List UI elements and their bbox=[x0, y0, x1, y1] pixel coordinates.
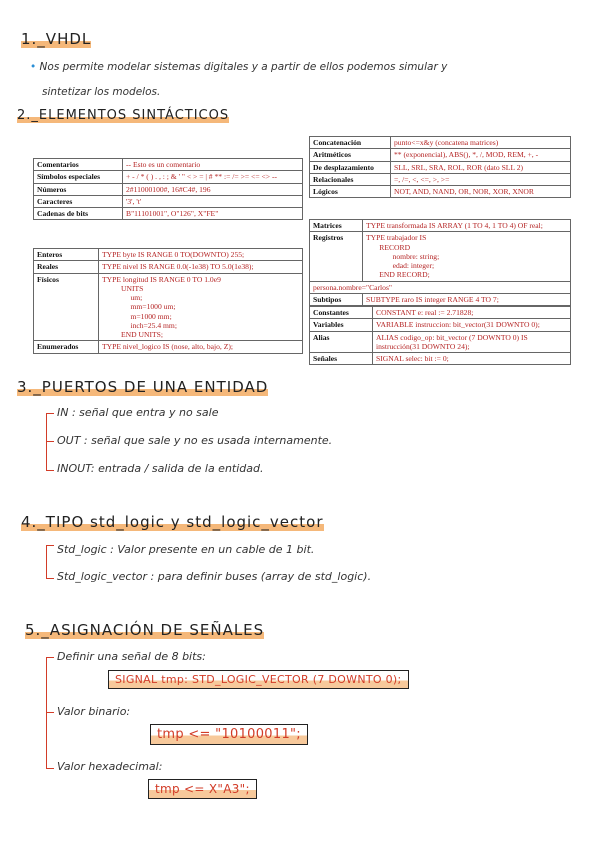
table-row: Cadenas de bits B"11101001", O"126", X"FE" bbox=[34, 208, 303, 220]
bracket-tick bbox=[46, 441, 54, 442]
table-row: Lógicos NOT, AND, NAND, OR, NOR, XOR, XNOR bbox=[310, 186, 571, 198]
table-row: Físicos TYPE longitud IS RANGE 0 TO 1.0e9 UNITS um; mm=1000 um; m=1000 mm; inch=25.4 mm; END UNITS; bbox=[34, 273, 303, 341]
define-signal-code: SIGNAL tmp: STD_LOGIC_VECTOR (7 DOWNTO 0); bbox=[108, 670, 409, 689]
port-out-item: OUT : señal que sale y no es usada internamente. bbox=[57, 434, 333, 447]
std-logic-item: Std_logic : Valor presente en un cable de 1 bit. bbox=[57, 543, 315, 556]
section-1-bullet-continuation: sintetizar los modelos. bbox=[42, 86, 161, 98]
bracket-tick bbox=[46, 768, 54, 769]
table-row: Relacionales =, /=, <, <=, >, >= bbox=[310, 173, 571, 185]
table-row: Señales SIGNAL selec: bit := 0; bbox=[310, 353, 571, 365]
lexical-elements-table bbox=[33, 158, 303, 220]
table-row: Enumerados TYPE nivel_logico IS (nose, alto, bajo, Z); bbox=[34, 341, 303, 353]
bracket-tick bbox=[46, 545, 54, 546]
table-row: De desplazamiento SLL, SRL, SRA, ROL, ROR (dato SLL 2) bbox=[310, 161, 571, 173]
binary-value-code: tmp <= "10100011"; bbox=[150, 724, 308, 745]
bracket-tick bbox=[46, 578, 54, 579]
section-5-heading: 5._ASIGNACIÓN DE SEÑALES bbox=[25, 621, 265, 639]
define-signal-label: Definir una señal de 8 bits: bbox=[57, 650, 206, 663]
scalar-types-table bbox=[33, 248, 303, 354]
table-row: Alias ALIAS codigo_op: bit_vector (7 DOWNTO 0) IS instrucción(31 DOWNTO 24); bbox=[310, 331, 571, 353]
section-3-bracket bbox=[46, 413, 47, 471]
section-5-bracket bbox=[46, 657, 47, 769]
section-3-heading: 3._PUERTOS DE UNA ENTIDAD bbox=[17, 378, 269, 396]
composite-types-table bbox=[309, 219, 571, 306]
operators-table bbox=[309, 136, 571, 198]
section-2-heading: 2._ELEMENTOS SINTÁCTICOS bbox=[17, 108, 230, 123]
bracket-tick bbox=[46, 470, 54, 471]
hex-value-label: Valor hexadecimal: bbox=[57, 760, 163, 773]
hex-value-code: tmp <= X"A3"; bbox=[148, 779, 257, 799]
section-4-heading: 4._TIPO std_logic y std_logic_vector bbox=[21, 513, 324, 531]
bullet-dot-icon: • bbox=[30, 61, 37, 73]
table-row: Caracteres '3', 't' bbox=[34, 195, 303, 207]
table-row: Aritméticos ** (exponencial), ABS(), *, /, MOD, REM, +, - bbox=[310, 149, 571, 161]
table-row: Variables VARIABLE instruccion: bit_vector(31 DOWNTO 0); bbox=[310, 319, 571, 331]
table-row: Símbolos especiales + - / * ( ) . , : ; & ' " < > = | # ** := /= >= <= <> -- bbox=[34, 171, 303, 183]
port-inout-item: INOUT: entrada / salida de la entidad. bbox=[57, 462, 264, 475]
bracket-tick bbox=[46, 712, 54, 713]
table-row: Matrices TYPE transformada IS ARRAY (1 TO 4, 1 TO 4) OF real; bbox=[310, 220, 571, 232]
table-row: Registros TYPE trabajador IS RECORD nombre: string; edad: integer; END RECORD; bbox=[310, 232, 571, 281]
table-row: Concatenación punto<=x&y (concatena matrices) bbox=[310, 137, 571, 149]
section-1-bullet: • Nos permite modelar sistemas digitales y a partir de ellos podemos simular y bbox=[30, 61, 448, 73]
bracket-tick bbox=[46, 413, 54, 414]
table-row: Enteros TYPE byte IS RANGE 0 TO(DOWNTO) 255; bbox=[34, 249, 303, 261]
table-row: Comentarios -- Esto es un comentario bbox=[34, 159, 303, 171]
section-1-heading: 1._VHDL bbox=[21, 30, 92, 48]
section-4-bracket bbox=[46, 545, 47, 579]
table-row: Números 2#11000100#, 16#C4#, 196 bbox=[34, 183, 303, 195]
table-row: persona.nombre="Carlos" bbox=[310, 281, 571, 293]
table-row: Constantes CONSTANT e: real := 2.71828; bbox=[310, 307, 571, 319]
std-logic-vector-item: Std_logic_vector : para definir buses (array de std_logic). bbox=[57, 570, 372, 583]
table-row: Reales TYPE nivel IS RANGE 0.0(-1e38) TO 5.0(1e38); bbox=[34, 261, 303, 273]
table-row: Subtipos SUBTYPE raro IS integer RANGE 4 TO 7; bbox=[310, 293, 571, 305]
objects-table bbox=[309, 306, 571, 365]
binary-value-label: Valor binario: bbox=[57, 705, 131, 718]
bracket-tick bbox=[46, 657, 54, 658]
port-in-item: IN : señal que entra y no sale bbox=[57, 406, 219, 419]
